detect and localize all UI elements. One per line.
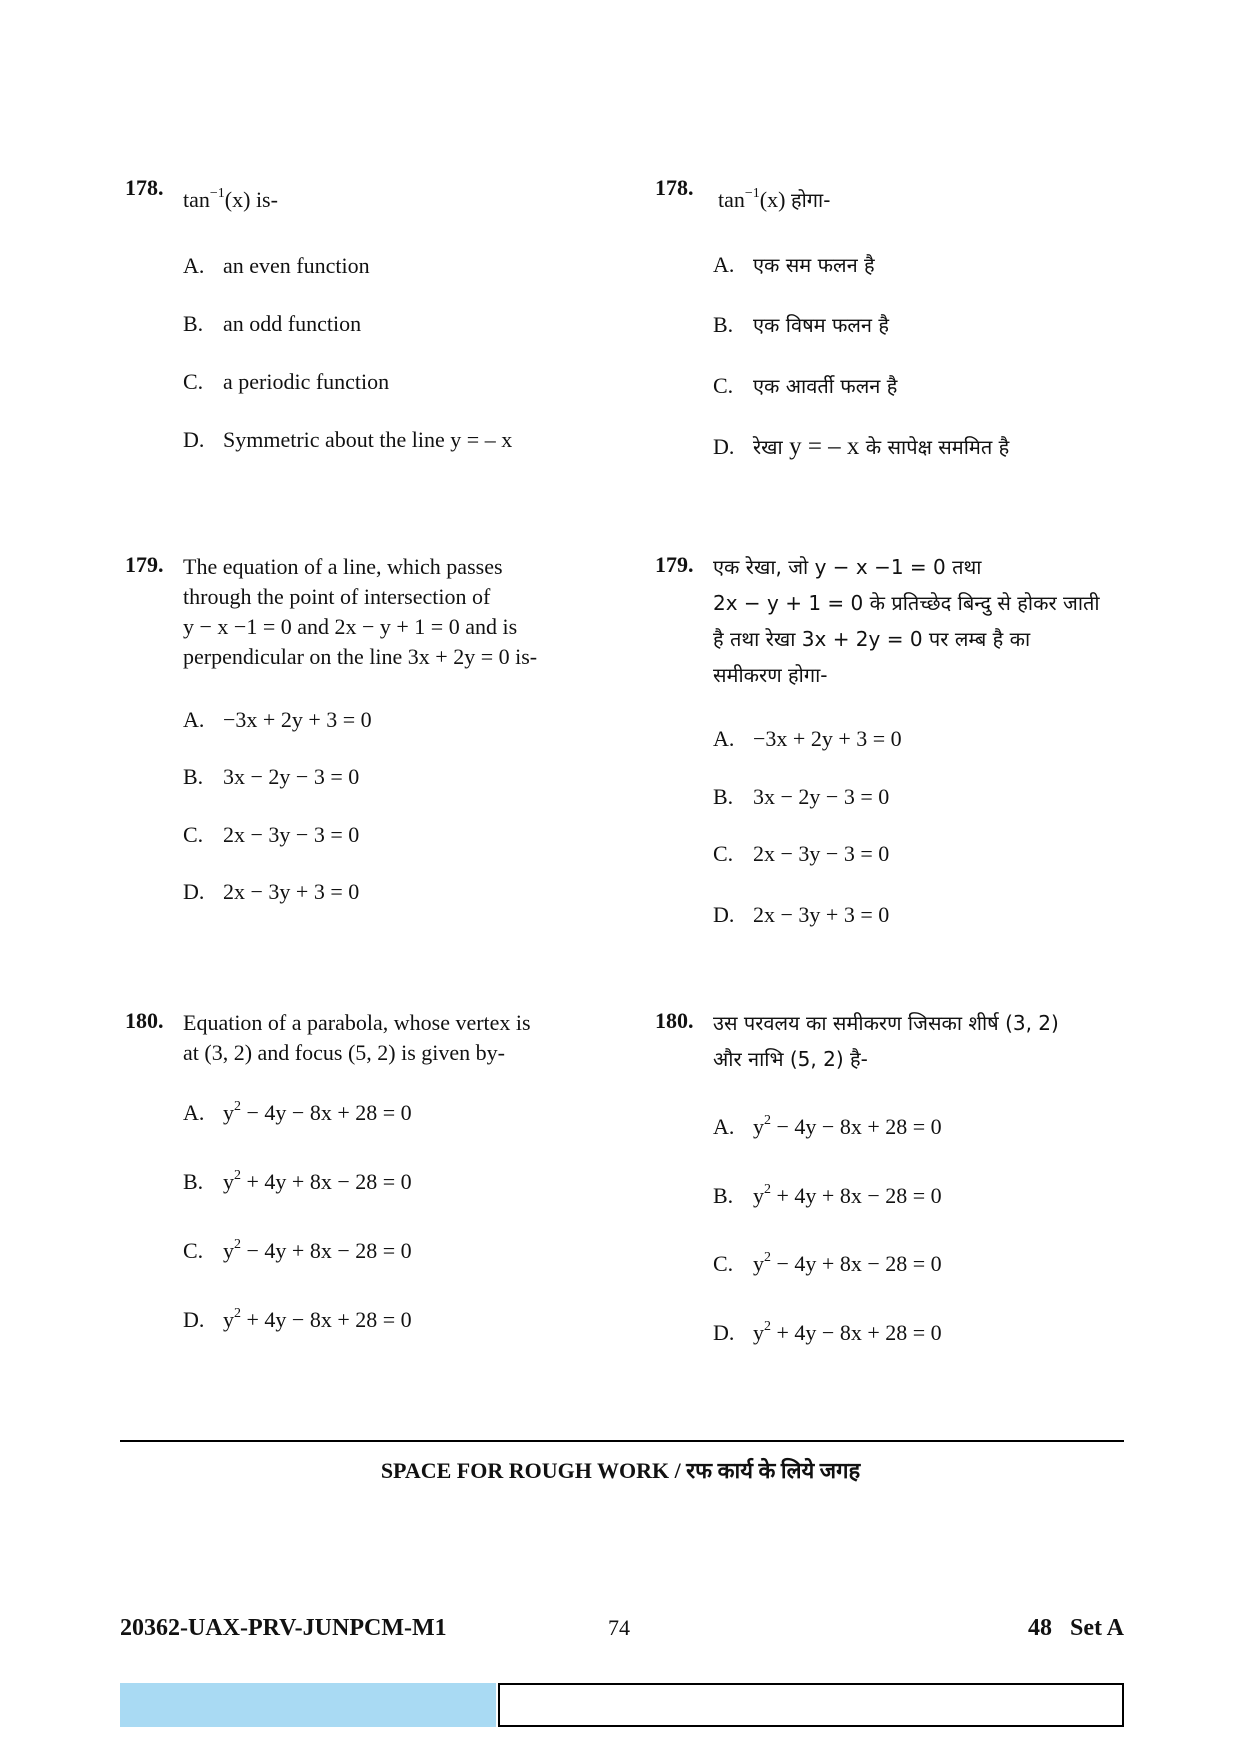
option-label: B. [183,311,204,336]
stem-line: 2x − y + 1 = 0 के प्रतिच्छेद बिन्दु से होकर जाती [713,591,1100,615]
option-text: 3x − 2y − 3 = 0 [753,784,890,809]
stem-rest: (x) is- [224,187,278,212]
option-sup: 2 [764,1250,771,1265]
option-c [713,1251,942,1277]
option-var: y [753,1320,764,1345]
option-label: A. [183,1100,205,1125]
option-b [183,311,361,337]
option-text: −3x + 2y + 3 = 0 [223,707,372,732]
option-text: an even function [223,253,370,278]
option-d [713,433,1009,461]
option-a [713,251,875,278]
option-label: C. [183,822,204,847]
option-text: एक आवर्ती फलन है [753,374,898,398]
stem-tan: tan [183,187,210,212]
option-a [713,1114,942,1140]
option-b [713,311,889,338]
question-stem [713,549,1153,693]
option-var: y [223,1169,234,1194]
option-b [183,764,359,790]
option-label: B. [183,764,204,789]
option-label: D. [713,902,735,927]
option-d [713,1320,942,1346]
option-c [183,822,359,848]
footer-color-bar [120,1683,496,1727]
option-label: B. [183,1169,204,1194]
option-sup: 2 [764,1182,771,1197]
option-a [183,707,372,733]
question-number: 179. [655,552,694,577]
option-text: − 4y − 8x + 28 = 0 [771,1114,942,1139]
stem-line: The equation of a line, which passes [183,554,503,579]
question-stem [183,185,593,215]
option-var: y [223,1100,234,1125]
option-label: C. [183,369,204,394]
option-label: D. [183,427,205,452]
option-a [713,726,902,752]
option-b [713,1183,942,1209]
option-sup: 2 [234,1168,241,1183]
stem-line: perpendicular on the line 3x + 2y = 0 is- [183,644,538,669]
option-label: D. [183,879,205,904]
option-label: B. [713,1183,734,1208]
option-sup: 2 [234,1099,241,1114]
option-label: D. [183,1307,205,1332]
option-text: − 4y + 8x − 28 = 0 [241,1238,412,1263]
option-label: A. [713,1114,735,1139]
option-sup: 2 [764,1113,771,1128]
option-label: C. [713,841,734,866]
stem-line: एक रेखा, जो y − x −1 = 0 तथा [713,555,982,579]
question-number: 180. [655,1008,694,1033]
option-text: 2x − 3y + 3 = 0 [223,879,360,904]
question-stem [718,185,1128,215]
option-c [183,369,389,395]
option-text: a periodic function [223,369,390,394]
page-number: 74 [608,1615,630,1640]
option-text: 3x − 2y − 3 = 0 [223,764,360,789]
option-sup: 2 [234,1237,241,1252]
option-var: y [753,1183,764,1208]
option-sup: 2 [234,1306,241,1321]
stem-tan: tan [718,187,745,212]
option-text: एक सम फलन है [753,253,875,277]
option-c [713,372,897,399]
option-text: + 4y − 8x + 28 = 0 [771,1320,942,1345]
option-label: A. [713,252,735,277]
option-label: C. [183,1238,204,1263]
option-label: A. [183,253,205,278]
option-a [183,1100,412,1126]
option-text: an odd function [223,311,362,336]
option-b [183,1169,412,1195]
option-text: एक विषम फलन है [753,313,890,337]
option-c [713,841,889,867]
option-text: Symmetric about the line y = – x [223,427,513,452]
question-stem [183,552,593,672]
option-text: + 4y − 8x + 28 = 0 [241,1307,412,1332]
option-label: B. [713,784,734,809]
stem-line: y − x −1 = 0 and 2x − y + 1 = 0 and is [183,614,518,639]
option-c [183,1238,412,1264]
question-number: 178. [655,175,694,200]
option-var: y [753,1114,764,1139]
footer-empty-box [498,1683,1124,1727]
option-text-pre: रेखा [753,435,790,459]
question-number: 180. [125,1008,164,1033]
question-number: 179. [125,552,164,577]
stem-line: है तथा रेखा 3x + 2y = 0 पर लम्ब है का [713,627,1031,651]
question-stem [183,1008,593,1068]
option-text: 2x − 3y + 3 = 0 [753,902,890,927]
paper-code: 20362-UAX-PRV-JUNPCM-M1 [120,1615,447,1641]
stem-sup: −1 [209,186,225,201]
option-label: D. [713,1320,735,1345]
rough-work-heading: SPACE FOR ROUGH WORK / रफ कार्य के लिये जगह [380,1458,861,1483]
option-a [183,253,370,279]
option-label: A. [183,707,205,732]
option-sup: 2 [764,1319,771,1334]
stem-line: और नाभि (5, 2) है- [713,1047,868,1071]
option-label: C. [713,373,734,398]
option-text: + 4y + 8x − 28 = 0 [771,1183,942,1208]
stem-line: Equation of a parabola, whose vertex is [183,1010,531,1035]
option-label: C. [713,1251,734,1276]
divider-line [120,1440,1124,1442]
stem-line: उस परवलय का समीकरण जिसका शीर्ष (3, 2) [713,1011,1059,1035]
option-label: D. [713,434,735,459]
option-b [713,784,889,810]
option-var: y [753,1251,764,1276]
option-text-post: के सापेक्ष सममित है [859,435,1010,459]
option-var: y [223,1307,234,1332]
stem-hindi: होगा- [790,188,831,212]
option-text: − 4y + 8x − 28 = 0 [771,1251,942,1276]
option-math: y = – x [789,433,860,460]
option-var: y [223,1238,234,1263]
set-label: 48 Set A [1028,1615,1124,1641]
stem-sup: −1 [744,186,760,201]
stem-line: at (3, 2) and focus (5, 2) is given by- [183,1040,505,1065]
option-d [183,427,512,453]
option-text: 2x − 3y − 3 = 0 [223,822,360,847]
stem-line: समीकरण होगा- [713,663,828,687]
option-text: −3x + 2y + 3 = 0 [753,726,902,751]
option-text: − 4y − 8x + 28 = 0 [241,1100,412,1125]
question-number: 178. [125,175,164,200]
option-d [183,1307,412,1333]
option-label: A. [713,726,735,751]
option-d [713,902,889,928]
option-d [183,879,359,905]
option-text: + 4y + 8x − 28 = 0 [241,1169,412,1194]
option-label: B. [713,312,734,337]
question-stem [713,1005,1153,1077]
stem-rest: (x) [759,187,791,212]
stem-line: through the point of intersection of [183,584,491,609]
option-text: 2x − 3y − 3 = 0 [753,841,890,866]
